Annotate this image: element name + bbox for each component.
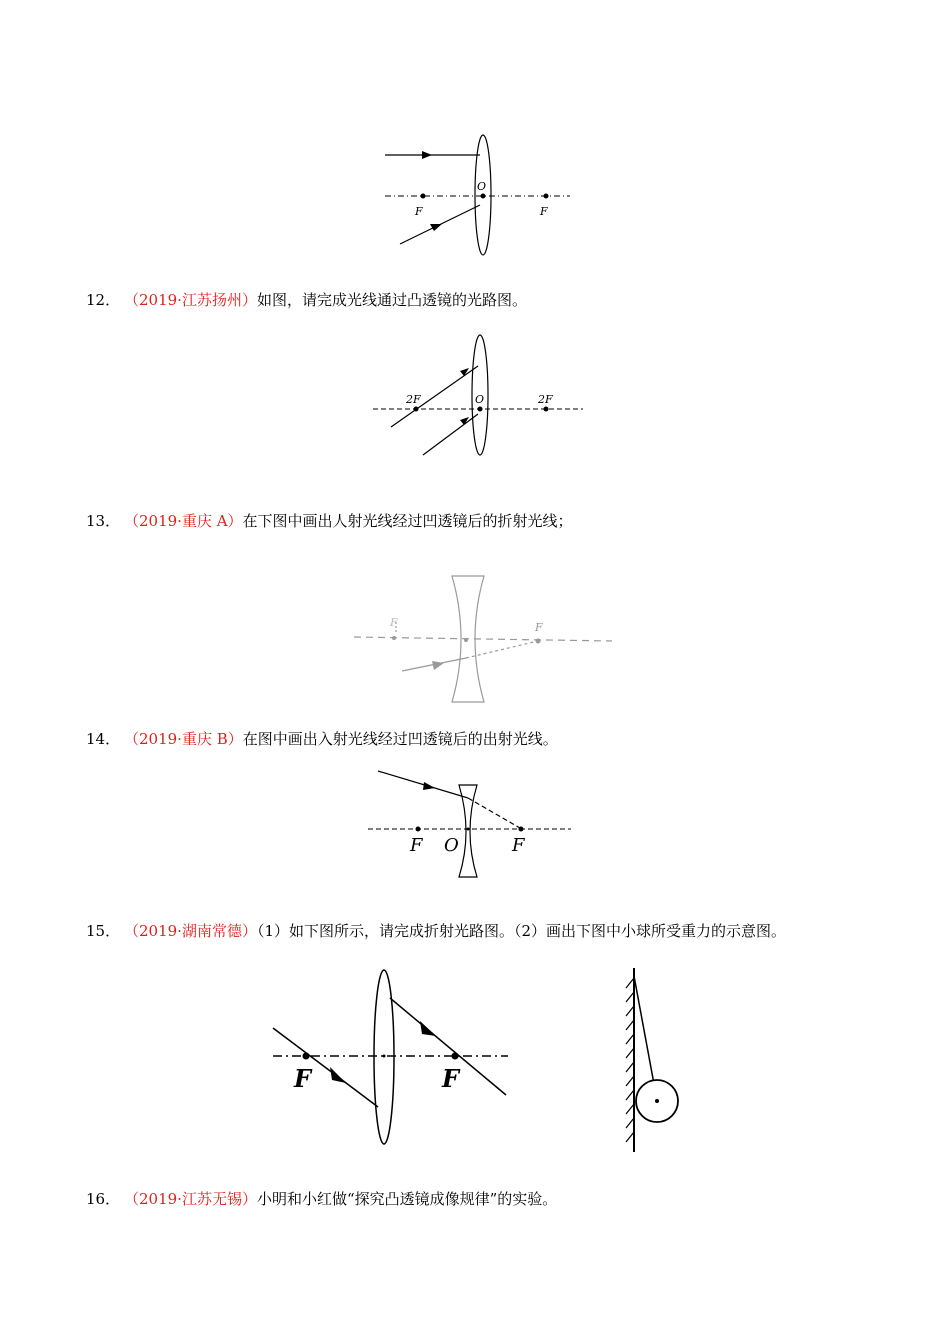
extension-line xyxy=(466,641,538,658)
question-text: 在图中画出入射光线经过凹透镜后的出射光线。 xyxy=(242,730,558,748)
focus-point-left xyxy=(392,636,396,640)
question-number: 16． xyxy=(86,1190,121,1208)
figure-hanging-ball xyxy=(622,966,692,1156)
string xyxy=(634,976,654,1084)
question-text: （1）如下图所示，请完成折射光路图。（2）画出下图中小球所受重力的示意图。 xyxy=(256,922,787,940)
question-source: （2019·江苏扬州） xyxy=(124,291,257,309)
question-source: （2019·重庆 A） xyxy=(124,512,243,530)
incident-ray-1 xyxy=(391,366,478,427)
figure-convex-lens-1 xyxy=(380,130,580,260)
focus-point-right xyxy=(452,1053,459,1060)
figure-convex-lens-2 xyxy=(368,333,588,463)
optical-center xyxy=(467,828,470,831)
question-13 xyxy=(86,511,573,531)
figure-concave-lens-1 xyxy=(352,574,617,709)
question-source: （2019·重庆 B） xyxy=(124,730,243,748)
label-f-left: F xyxy=(390,616,398,629)
optical-center xyxy=(464,638,468,642)
question-number: 13． xyxy=(86,512,121,530)
question-source: （2019·湖南常德） xyxy=(124,922,257,940)
wall-hatching xyxy=(626,978,634,1142)
question-16 xyxy=(86,1189,557,1209)
focus-point-right xyxy=(536,639,541,644)
ball-center xyxy=(655,1099,659,1103)
arrow-head xyxy=(430,224,442,231)
optical-center xyxy=(478,407,483,412)
question-15 xyxy=(86,921,786,941)
label-2f-right: 2F xyxy=(538,393,553,406)
figure-concave-lens-2 xyxy=(366,765,576,885)
label-f-right: F xyxy=(535,621,543,634)
question-text: 小明和小红做“探究凸透镜成像规律”的实验。 xyxy=(256,1190,558,1208)
question-text: 如图，请完成光线通过凸透镜的光路图。 xyxy=(256,291,527,309)
question-14 xyxy=(86,729,558,749)
label-f-left: F xyxy=(294,1064,312,1093)
optical-center xyxy=(481,194,486,199)
question-source: （2019·江苏无锡） xyxy=(124,1190,257,1208)
incident-ray xyxy=(378,771,468,798)
arrow-head xyxy=(422,151,432,159)
label-o: O xyxy=(475,393,485,406)
point-2f-left xyxy=(414,407,419,412)
focus-point-left xyxy=(303,1053,310,1060)
focus-point-right xyxy=(519,827,524,832)
label-2f-left: 2F xyxy=(406,393,421,406)
question-number: 12． xyxy=(86,291,121,309)
label-f-left: F xyxy=(410,835,423,856)
label-o: O xyxy=(477,180,487,193)
focus-point-right xyxy=(544,194,549,199)
label-f-right: F xyxy=(442,1064,460,1093)
label-f-left: F xyxy=(415,205,423,218)
label-o: O xyxy=(444,835,459,856)
focus-point-left xyxy=(421,194,426,199)
concave-lens xyxy=(459,785,477,877)
incident-ray xyxy=(273,1028,378,1107)
label-f-right: F xyxy=(540,205,548,218)
question-number: 15． xyxy=(86,922,121,940)
optical-center xyxy=(383,1055,386,1058)
label-f-right: F xyxy=(512,835,525,856)
figure-convex-lens-3 xyxy=(268,962,513,1152)
focus-point-left xyxy=(416,827,421,832)
arrow-head xyxy=(423,782,435,790)
incident-ray-2 xyxy=(423,414,478,455)
question-12 xyxy=(86,290,527,310)
arrow-head xyxy=(460,368,469,376)
question-text: 在下图中画出人射光线经过凹透镜后的折射光线； xyxy=(242,512,573,530)
point-2f-right xyxy=(544,407,549,412)
extension-line xyxy=(468,798,520,828)
question-number: 14． xyxy=(86,730,121,748)
